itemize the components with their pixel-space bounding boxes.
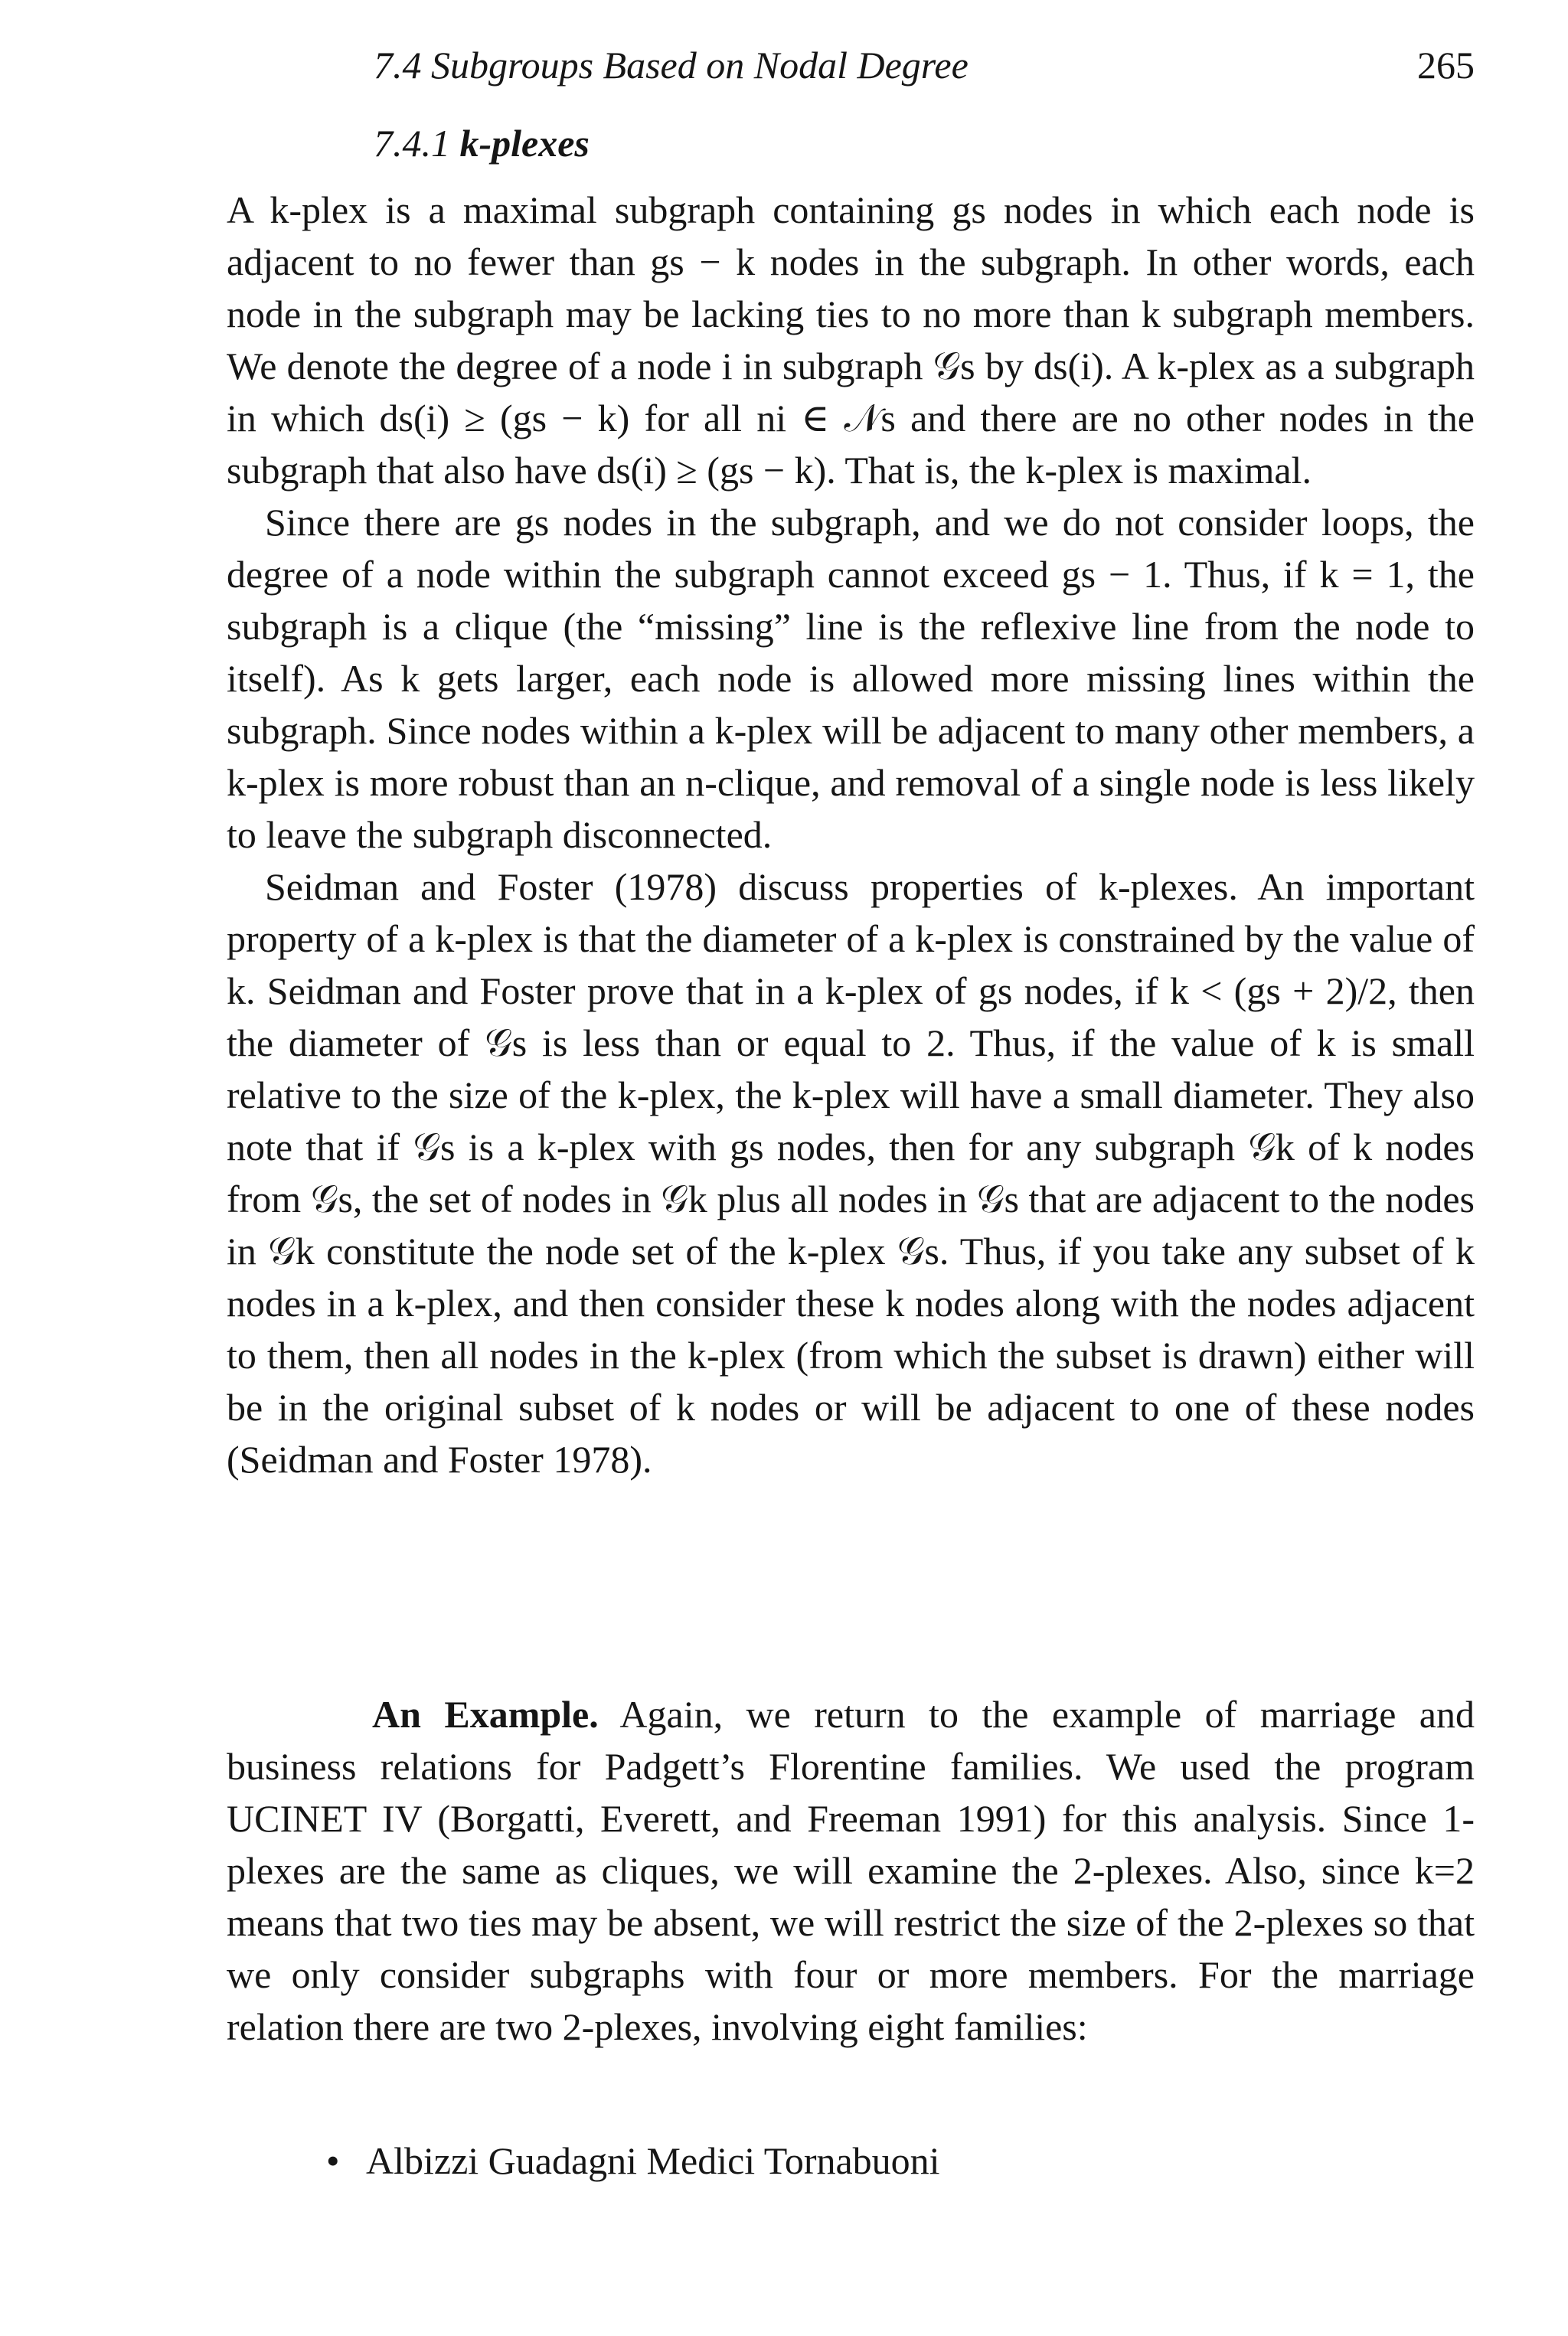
paragraph-properties: Seidman and Foster (1978) discuss properties of k-plexes. An important property of a k-plex is that the diameter of a k-plex is constrained by the value of k. Seidman and Foster prove that in a k-plex of gs nodes, if k < (gs + 2)/2, then the diameter of 𝒢s is less than or equal to 2. Thus, if the value of k is small relative to the size of the k-plex, the k-plex will have a small diameter. They also note that if 𝒢s is a k-plex with gs nodes, then for any subgraph 𝒢k of k nodes from 𝒢s, the set of nodes in 𝒢k plus all nodes in 𝒢s that are adjacent to the nodes in 𝒢k constitute the node set of the k-plex 𝒢s. Thus, if you take any subset of k nodes in a k-plex, and then consider these k nodes along with the nodes adjacent to them, then all nodes in the k-plex (from which the subset is drawn) either will be in the original subset of k nodes or will be adjacent to one of these nodes (Seidman and Foster 1978). — [227, 865, 1475, 1481]
running-head-title: 7.4 Subgroups Based on Nodal Degree — [374, 44, 969, 87]
example-lead: An Example. — [372, 1693, 599, 1736]
running-head — [374, 38, 1475, 92]
paragraph-degree: Since there are gs nodes in the subgraph, and we do not consider loops, the degree of a node within the subgraph cannot exceed gs − 1. Thus, if k = 1, the subgraph is a clique (the “missing” line is the reflexive line from the node to itself). As k gets larger, each node is allowed more missing lines within the subgraph. Since nodes within a k-plex will be adjacent to many other members, a k-plex is more robust than an n-clique, and removal of a single node is less likely to leave the subgraph disconnected. — [227, 501, 1475, 856]
example-text: Again, we return to the example of marriage and business relations for Padgett’s Florentine families. We used the program UCINET IV (Borgatti, Everett, and Freeman 1991) for this analysis. Since 1-plexes are the same as cliques, we will examine the 2-plexes. Also, since k=2 means that two ties may be absent, we will restrict the size of the 2-plexes so that we only consider subgraphs with four or more members. For the marriage relation there are two 2-plexes, involving eight families: — [227, 1693, 1475, 2048]
example-section — [227, 1688, 1475, 2053]
section-heading — [374, 116, 590, 170]
section-title: k-plexes — [459, 122, 590, 165]
family-list — [326, 2135, 1475, 2187]
page-number: 265 — [1417, 44, 1475, 87]
body-text — [227, 184, 1475, 1485]
example-paragraph — [227, 1688, 1475, 2053]
paragraph-definition: A k-plex is a maximal subgraph containing gs nodes in which each node is adjacent to no fewer than gs − k nodes in the subgraph. In other words, each node in the subgraph may be lacking ties to no more than k subgraph members. We denote the degree of a node i in subgraph 𝒢s by ds(i). A k-plex as a subgraph in which ds(i) ≥ (gs − k) for all ni ∈ 𝒩s and there are no other nodes in the subgraph that also have ds(i) ≥ (gs − k). That is, the k-plex is maximal. — [227, 188, 1475, 492]
section-number: 7.4.1 — [374, 122, 450, 165]
list-item: • Albizzi Guadagni Medici Tornabuoni — [326, 2135, 1475, 2187]
